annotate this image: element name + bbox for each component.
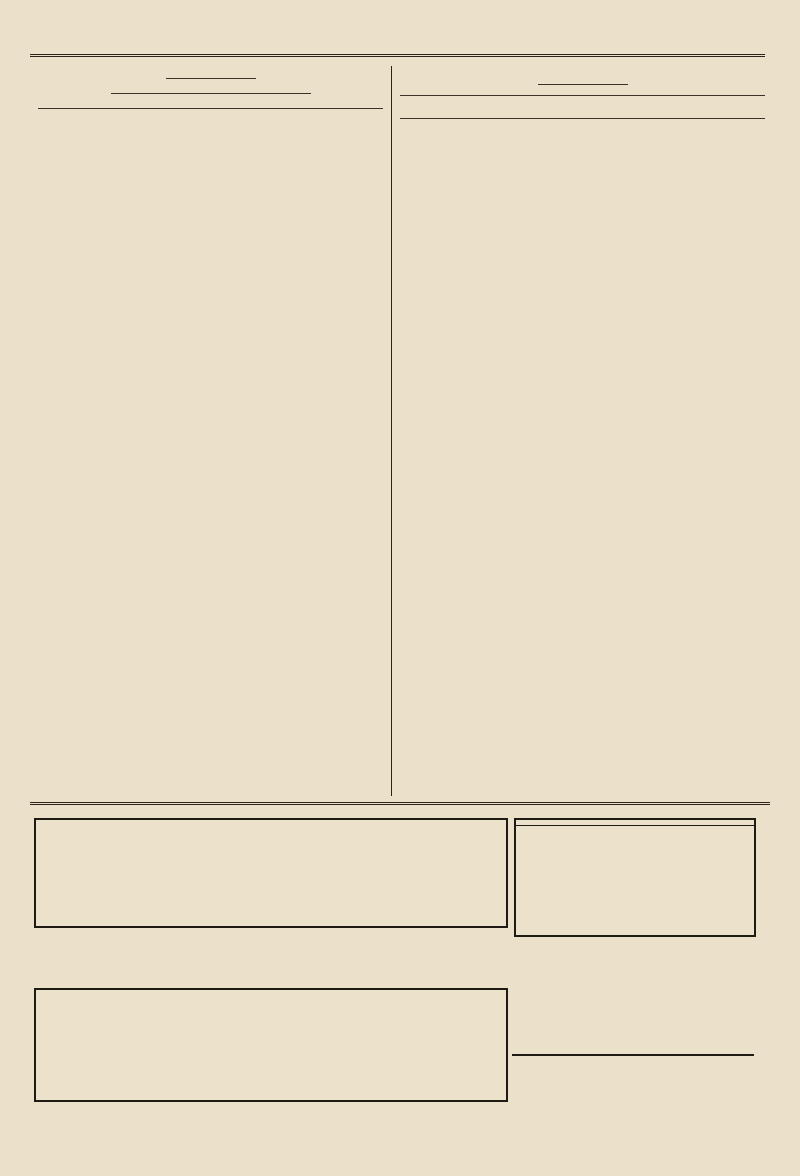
column-divider [391, 66, 392, 796]
director-line [400, 112, 765, 119]
chenneviere-ad [512, 1054, 754, 1060]
ad-text [36, 994, 506, 998]
institution-ad [514, 818, 756, 937]
separator [538, 84, 628, 85]
koumys-ad [34, 818, 508, 928]
footnote [38, 108, 383, 115]
separator [166, 78, 256, 79]
crosnier-ad [512, 940, 754, 949]
footnote [400, 95, 765, 102]
left-column [38, 66, 383, 115]
page-header [30, 28, 765, 57]
ads-separator [30, 802, 770, 809]
coaltar-ad [34, 988, 508, 1102]
right-column [400, 66, 765, 125]
ad-title [516, 824, 754, 826]
separator [111, 93, 311, 94]
ad-title [512, 940, 754, 949]
